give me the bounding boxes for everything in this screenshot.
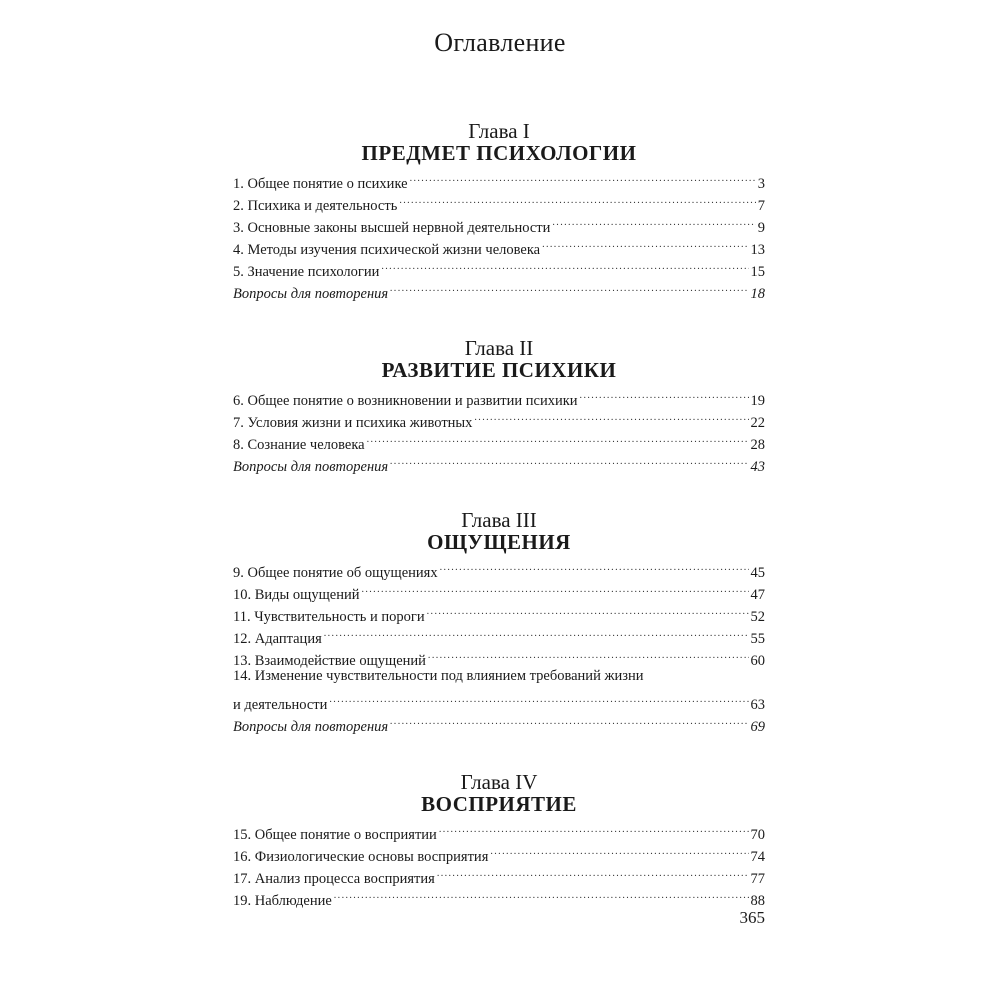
leader-dots xyxy=(428,643,749,665)
chapter-4 xyxy=(233,770,765,909)
entry-page: 69 xyxy=(750,719,765,735)
entry-text-continued: и деятельности xyxy=(233,697,328,713)
entry-text: Вопросы для повторения xyxy=(233,719,389,735)
entry-page: 47 xyxy=(750,587,765,603)
leader-dots xyxy=(381,254,748,276)
entry-text: 7. Условия жизни и психика животных xyxy=(233,415,473,431)
leader-dots xyxy=(542,232,748,254)
leader-dots xyxy=(367,427,749,449)
chapter-heading xyxy=(233,509,765,553)
entry-text: 3. Основные законы высшей нервной деятельности xyxy=(233,220,551,236)
leader-dots xyxy=(390,449,748,471)
leader-dots xyxy=(490,839,748,861)
entry-text: 4. Методы изучения психической жизни человека xyxy=(233,242,541,258)
chapter-2 xyxy=(233,336,765,475)
entry-text: Вопросы для повторения xyxy=(233,286,389,302)
leader-dots xyxy=(474,405,748,427)
entry-page: 15 xyxy=(750,264,765,280)
toc-entry[interactable] xyxy=(233,166,765,192)
entry-page: 18 xyxy=(750,286,765,302)
entry-continuation xyxy=(233,687,765,713)
entry-page: 13 xyxy=(750,242,765,258)
page-title: Оглавление xyxy=(434,28,566,57)
leader-dots xyxy=(390,709,748,731)
entry-text: 14. Изменение чувствительности под влиянием требований жизни xyxy=(233,668,644,684)
leader-dots xyxy=(324,621,749,643)
entry-page: 60 xyxy=(750,653,765,669)
chapter-title: РАЗВИТИЕ ПСИХИКИ xyxy=(381,358,617,382)
leader-dots xyxy=(334,883,749,905)
entry-text: 10. Виды ощущений xyxy=(233,587,360,603)
leader-dots xyxy=(439,817,749,839)
chapter-3 xyxy=(233,508,765,735)
entry-text: 8. Сознание человека xyxy=(233,437,365,453)
chapter-label: Глава IV xyxy=(460,770,538,794)
entry-text: 13. Взаимодействие ощущений xyxy=(233,653,426,669)
toc-entry[interactable] xyxy=(233,555,765,581)
entry-text: 19. Наблюдение xyxy=(233,893,332,909)
entry-text: 9. Общее понятие об ощущениях xyxy=(233,565,438,581)
chapter-heading xyxy=(233,771,765,815)
chapter-title: ОЩУЩЕНИЯ xyxy=(427,530,571,554)
chapter-title: ВОСПРИЯТИЕ xyxy=(421,792,577,816)
entry-text: 12. Адаптация xyxy=(233,631,322,647)
entry-page: 28 xyxy=(750,437,765,453)
chapter-heading xyxy=(233,337,765,381)
leader-dots xyxy=(361,577,748,599)
entry-text: 16. Физиологические основы восприятия xyxy=(233,849,489,865)
entry-text: 15. Общее понятие о восприятии xyxy=(233,827,437,843)
leader-dots xyxy=(390,276,748,298)
entry-text: 6. Общее понятие о возникновении и развитии психики xyxy=(233,393,578,409)
leader-dots xyxy=(580,383,749,405)
entry-page: 63 xyxy=(750,697,765,713)
toc-entry[interactable] xyxy=(233,665,765,713)
leader-dots xyxy=(440,555,749,577)
chapter-1 xyxy=(233,119,765,302)
entry-page: 77 xyxy=(750,871,765,887)
chapter-title: ПРЕДМЕТ ПСИХОЛОГИИ xyxy=(361,141,637,165)
entry-text: 2. Психика и деятельность xyxy=(233,198,398,214)
chapter-label: Глава III xyxy=(461,508,537,532)
entry-text: 5. Значение психологии xyxy=(233,264,380,280)
leader-dots xyxy=(427,599,749,621)
table-of-contents xyxy=(233,119,765,909)
entry-page: 7 xyxy=(757,198,765,214)
chapter-label: Глава II xyxy=(464,336,534,360)
toc-entry[interactable] xyxy=(233,383,765,409)
entry-text: Вопросы для повторения xyxy=(233,459,389,475)
chapter-label: Глава I xyxy=(468,119,530,143)
leader-dots xyxy=(399,188,755,210)
leader-dots xyxy=(410,166,756,188)
entry-page: 55 xyxy=(750,631,765,647)
leader-dots xyxy=(552,210,755,232)
entry-text: 17. Анализ процесса восприятия xyxy=(233,871,435,887)
entry-page: 70 xyxy=(750,827,765,843)
entry-page: 22 xyxy=(750,415,765,431)
chapter-heading xyxy=(233,120,765,164)
entry-text: 1. Общее понятие о психике xyxy=(233,176,408,192)
entry-page: 43 xyxy=(750,459,765,475)
entry-page: 19 xyxy=(750,393,765,409)
entry-page: 45 xyxy=(750,565,765,581)
leader-dots xyxy=(437,861,749,883)
entry-page: 9 xyxy=(757,220,765,236)
entry-page: 3 xyxy=(757,176,765,192)
toc-entry[interactable] xyxy=(233,817,765,843)
entry-page: 52 xyxy=(750,609,765,625)
page-number: 365 xyxy=(739,908,765,927)
entry-text: 11. Чувствительность и пороги xyxy=(233,609,425,625)
entry-page: 88 xyxy=(750,893,765,909)
leader-dots xyxy=(329,687,748,709)
entry-page: 74 xyxy=(750,849,765,865)
